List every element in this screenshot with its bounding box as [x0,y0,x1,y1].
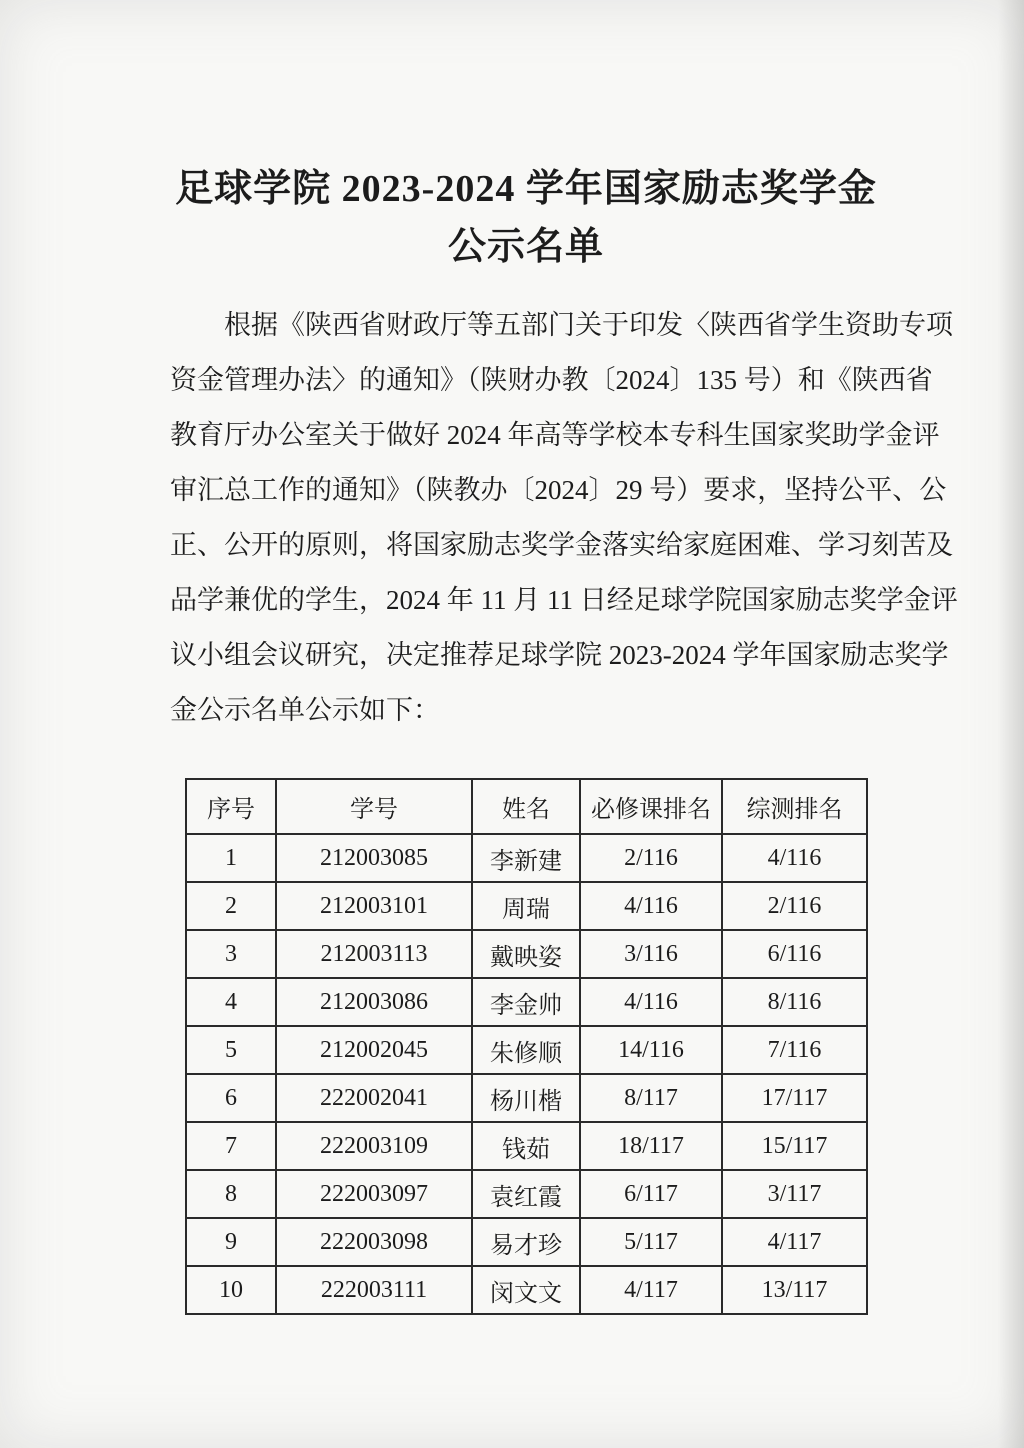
table-cell: 18/117 [580,1122,722,1170]
table-cell: 李金帅 [472,978,580,1026]
paragraph-line: 根据《陕西省财政厅等五部门关于印发〈陕西省学生资助专项 [224,310,953,340]
table-body [186,834,867,1314]
table-cell: 222003111 [276,1266,472,1314]
table-row [186,882,867,930]
table-cell: 3/117 [722,1170,867,1218]
table-row [186,1122,867,1170]
table-cell: 222003098 [276,1218,472,1266]
paragraph-line: 议小组会议研究，决定推荐足球学院 2023-2024 学年国家励志奖学 [170,640,949,670]
table-cell: 222003097 [276,1170,472,1218]
table-cell: 戴映姿 [472,930,580,978]
table-cell: 4 [186,978,276,1026]
table-cell: 4/117 [580,1266,722,1314]
table-header-row [186,779,867,834]
table-cell: 3/116 [580,930,722,978]
table-cell: 3 [186,930,276,978]
table-cell: 易才珍 [472,1218,580,1266]
table-cell: 222002041 [276,1074,472,1122]
table-cell: 17/117 [722,1074,867,1122]
table-cell: 4/116 [722,834,867,882]
column-header: 序号 [186,779,276,834]
document-title-line-1: 足球学院 2023-2024 学年国家励志奖学金 [175,168,877,210]
table-cell: 10 [186,1266,276,1314]
table-cell: 212003113 [276,930,472,978]
table-cell: 6 [186,1074,276,1122]
table-cell: 闵文文 [472,1266,580,1314]
scholarship-roster-table [185,778,868,1315]
table-cell: 212002045 [276,1026,472,1074]
document-content [170,160,958,1315]
table-row [186,834,867,882]
table-row [186,1218,867,1266]
table-cell: 1 [186,834,276,882]
table-row [186,930,867,978]
table-cell: 222003109 [276,1122,472,1170]
table-cell: 4/116 [580,882,722,930]
table-row [186,1266,867,1314]
paragraph-line: 正、公开的原则，将国家励志奖学金落实给家庭困难、学习刻苦及 [170,530,953,560]
table-cell: 212003085 [276,834,472,882]
table-cell: 7/116 [722,1026,867,1074]
table-row [186,978,867,1026]
paragraph-line: 金公示名单公示如下： [170,695,440,725]
document-title-line-2: 公示名单 [447,226,604,268]
paragraph-line: 审汇总工作的通知》（陕教办〔2024〕29 号）要求，坚持公平、公 [170,475,947,505]
column-header: 学号 [276,779,472,834]
table-cell: 周瑞 [472,882,580,930]
table-cell: 2 [186,882,276,930]
paragraph-line: 教育厅办公室关于做好 2024 年高等学校本专科生国家奖助学金评 [170,420,940,450]
table-cell: 朱修顺 [472,1026,580,1074]
table-cell: 钱茹 [472,1122,580,1170]
column-header: 必修课排名 [580,779,722,834]
table-cell: 2/116 [580,834,722,882]
table-cell: 7 [186,1122,276,1170]
column-header: 综测排名 [722,779,867,834]
table-cell: 212003101 [276,882,472,930]
table-cell: 14/116 [580,1026,722,1074]
table-cell: 袁红霞 [472,1170,580,1218]
table-cell: 李新建 [472,834,580,882]
body-paragraph [170,298,958,738]
table-cell: 212003086 [276,978,472,1026]
paragraph-line: 品学兼优的学生，2024 年 11 月 11 日经足球学院国家励志奖学金评 [170,585,958,615]
table-cell: 5 [186,1026,276,1074]
table-row [186,1170,867,1218]
table-row [186,1026,867,1074]
table-cell: 杨川楷 [472,1074,580,1122]
scan-edge-shadow [998,0,1024,1448]
table-cell: 4/117 [722,1218,867,1266]
table-cell: 15/117 [722,1122,867,1170]
table-cell: 6/117 [580,1170,722,1218]
column-header: 姓名 [472,779,580,834]
table-cell: 4/116 [580,978,722,1026]
table-cell: 8/117 [580,1074,722,1122]
table-cell: 13/117 [722,1266,867,1314]
paragraph-line: 资金管理办法〉的通知》（陕财办教〔2024〕135 号）和《陕西省 [170,365,933,395]
table-cell: 5/117 [580,1218,722,1266]
table-cell: 8/116 [722,978,867,1026]
table-row [186,1074,867,1122]
table-cell: 8 [186,1170,276,1218]
table-cell: 6/116 [722,930,867,978]
document-title [170,160,882,276]
table-cell: 2/116 [722,882,867,930]
table-cell: 9 [186,1218,276,1266]
